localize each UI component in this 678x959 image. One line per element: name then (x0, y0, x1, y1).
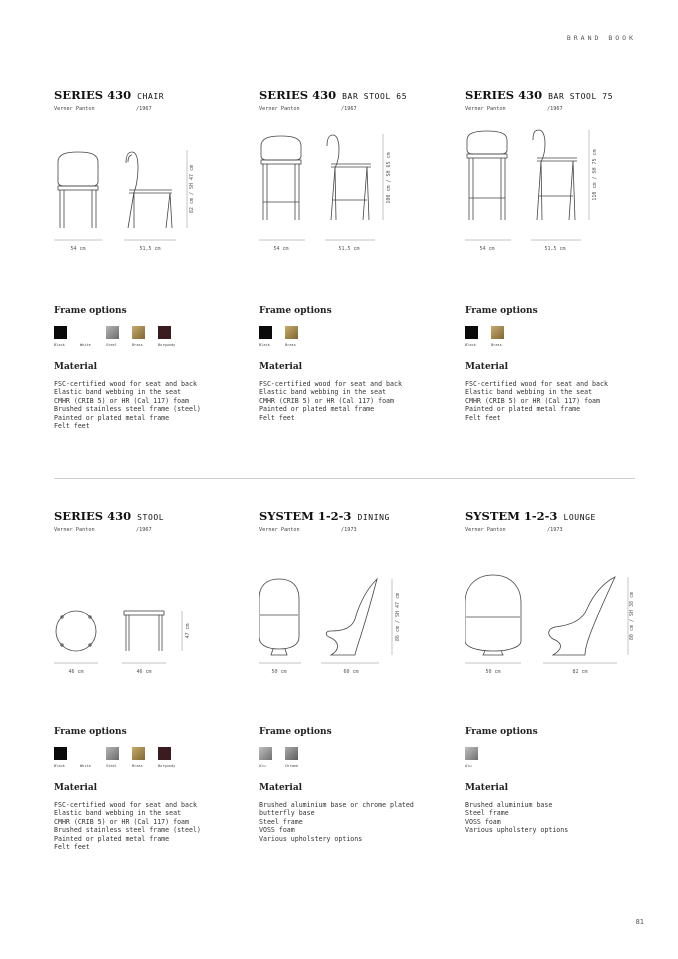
brand-book-header: BRAND BOOK (566, 34, 636, 42)
stool-top-view (56, 611, 96, 651)
product-title: SERIES 430 CHAIR (54, 88, 165, 102)
material-item: Felt feet (54, 422, 90, 431)
dimension-depth: 51,5 cm (338, 246, 360, 252)
swatch-alu[interactable]: Alu (259, 747, 274, 768)
swatch-brass[interactable]: Brass (132, 326, 147, 347)
swatch-brass[interactable]: Brass (132, 747, 147, 768)
dimension-height: 86 cm / SH 47 cm (395, 592, 401, 642)
swatch-chip (80, 326, 93, 339)
frame-swatches (54, 747, 176, 768)
product-meta: Verner Panton /1967 (54, 527, 152, 533)
swatch-black[interactable]: Black (259, 326, 274, 347)
material-item: Painted or plated metal frame (54, 413, 170, 422)
material-heading: Material (259, 362, 303, 372)
frame-swatches (259, 747, 300, 768)
frame-options-heading: Frame options (259, 727, 332, 737)
material-item: Painted or plated metal frame (465, 405, 581, 414)
swatch-steel[interactable]: Steel (106, 747, 121, 768)
swatch-chip (132, 747, 145, 760)
product-series-430-bar-stool-75 (465, 88, 655, 422)
material-list (259, 801, 414, 843)
material-item: CMHR (CRIB 5) or HR (Cal 117) foam (259, 396, 394, 405)
dimension-height: 47 cm (185, 623, 191, 639)
frame-options-heading: Frame options (465, 306, 538, 316)
product-meta: Verner Panton /1973 (259, 527, 357, 533)
swatch-chip (54, 326, 67, 339)
product-title: SERIES 430 BAR STOOL 65 (259, 88, 408, 102)
dimension-width: 54 cm (273, 246, 289, 252)
dimension-height: 100 cm / SH 65 cm (386, 152, 392, 204)
material-item: Brushed stainless steel frame (steel) (54, 405, 201, 414)
swatch-chip (259, 747, 272, 760)
swatch-burgundy[interactable]: Burgundy (158, 747, 173, 768)
dimension-depth: 46 cm (136, 669, 152, 675)
technical-drawing (259, 549, 449, 679)
frame-swatches (465, 326, 506, 347)
swatch-chip (259, 326, 272, 339)
swatch-chip (106, 326, 119, 339)
frame-swatches (54, 326, 176, 347)
swatch-black[interactable]: Black (54, 747, 69, 768)
swatch-chip (80, 747, 93, 760)
dimension-width: 46 cm (68, 669, 84, 675)
product-system-123-dining (259, 509, 449, 843)
swatch-chip (132, 326, 145, 339)
dimension-height: 82 cm / SH 47 cm (189, 164, 195, 214)
swatch-chrome[interactable]: Chrome (285, 747, 300, 768)
dimension-depth: 51,5 cm (139, 246, 161, 252)
material-item: Painted or plated metal frame (259, 405, 375, 414)
product-series-430-chair (54, 88, 244, 431)
dimension-height: 80 cm / SH 38 cm (629, 591, 635, 641)
dimension-depth: 60 cm (343, 669, 359, 675)
material-item: Various upholstery options (465, 826, 569, 835)
dimension-depth: 51,5 cm (544, 246, 566, 252)
frame-options-heading: Frame options (54, 727, 127, 737)
swatch-steel[interactable]: Steel (106, 326, 121, 347)
chair-side-view (126, 152, 172, 228)
swatch-chip (106, 747, 119, 760)
technical-drawing (54, 549, 244, 679)
product-meta: Verner Panton /1967 (259, 106, 357, 112)
technical-drawing (259, 128, 449, 258)
swatch-chip (491, 326, 504, 339)
swatch-alu[interactable]: Alu (465, 747, 480, 768)
material-item: VOSS foam (259, 826, 295, 835)
dimension-width: 50 cm (271, 669, 287, 675)
technical-drawing (465, 128, 655, 258)
bar-stool-front-view (261, 136, 301, 220)
swatch-chip (465, 747, 478, 760)
product-system-123-lounge (465, 509, 655, 835)
swatch-chip (285, 747, 298, 760)
frame-swatches (259, 326, 300, 347)
material-item: Elastic band webbing in the seat (259, 388, 387, 397)
swatch-black[interactable]: Black (465, 326, 480, 347)
material-item: Felt feet (259, 413, 295, 422)
product-title: SYSTEM 1-2-3 LOUNGE (465, 509, 596, 523)
material-item: CMHR (CRIB 5) or HR (Cal 117) foam (54, 396, 189, 405)
technical-drawing (465, 549, 655, 679)
swatch-brass[interactable]: Brass (491, 326, 506, 347)
material-item: CMHR (CRIB 5) or HR (Cal 117) foam (54, 817, 189, 826)
material-list (54, 380, 201, 430)
section-divider (54, 478, 635, 479)
material-item: Brushed aluminium base or chrome plated (259, 801, 414, 809)
material-heading: Material (259, 783, 303, 793)
material-heading: Material (465, 783, 509, 793)
product-series-430-bar-stool-65 (259, 88, 449, 422)
dimension-depth: 82 cm (572, 669, 588, 675)
material-item: Elastic band webbing in the seat (54, 388, 182, 397)
dining-chair-front-view (259, 579, 299, 655)
material-list (259, 380, 402, 422)
material-item: Painted or plated metal frame (54, 834, 170, 843)
material-item: Elastic band webbing in the seat (54, 809, 182, 818)
material-item: butterfly base (259, 809, 315, 818)
material-item: CMHR (CRIB 5) or HR (Cal 117) foam (465, 396, 600, 405)
lounge-chair-front-view (465, 575, 521, 655)
material-item: VOSS foam (465, 817, 501, 826)
dimension-width: 50 cm (485, 669, 501, 675)
swatch-chip (158, 326, 171, 339)
chair-front-view (58, 152, 98, 228)
dimension-width: 54 cm (70, 246, 86, 252)
material-item: FSC-certified wood for seat and back (259, 380, 402, 388)
material-item: Various upholstery options (259, 834, 363, 843)
material-item: Elastic band webbing in the seat (465, 388, 593, 397)
material-heading: Material (465, 362, 509, 372)
lounge-chair-side-view (549, 577, 615, 655)
material-item: Brushed aluminium base (465, 801, 553, 809)
dining-chair-side-view (326, 579, 377, 655)
swatch-white[interactable]: White (80, 326, 95, 347)
material-item: FSC-certified wood for seat and back (54, 801, 197, 809)
dimension-height: 110 cm / SH 75 cm (592, 149, 598, 201)
stool-side-view (124, 611, 164, 651)
dimension-width: 54 cm (479, 246, 495, 252)
material-list (465, 801, 568, 835)
product-title: SYSTEM 1-2-3 DINING (259, 509, 390, 523)
product-meta: Verner Panton /1973 (465, 527, 563, 533)
material-item: FSC-certified wood for seat and back (465, 380, 608, 388)
frame-options-heading: Frame options (259, 306, 332, 316)
product-meta: Verner Panton /1967 (54, 106, 152, 112)
bar-stool-front-view (467, 131, 507, 220)
product-series-430-stool (54, 509, 244, 852)
technical-drawing (54, 128, 244, 258)
material-heading: Material (54, 362, 98, 372)
frame-options-heading: Frame options (465, 727, 538, 737)
swatch-chip (465, 326, 478, 339)
swatch-chip (285, 326, 298, 339)
swatch-chip (54, 747, 67, 760)
material-heading: Material (54, 783, 98, 793)
product-meta: Verner Panton /1967 (465, 106, 563, 112)
material-item: FSC-certified wood for seat and back (54, 380, 197, 388)
material-list (465, 380, 608, 422)
material-list (54, 801, 201, 851)
swatch-black[interactable]: Black (54, 326, 69, 347)
swatch-burgundy[interactable]: Burgundy (158, 326, 173, 347)
bar-stool-side-view (533, 130, 577, 220)
swatch-white[interactable]: White (80, 747, 95, 768)
frame-options-heading: Frame options (54, 306, 127, 316)
bar-stool-side-view (327, 135, 371, 220)
material-item: Brushed stainless steel frame (steel) (54, 826, 201, 835)
material-item: Felt feet (54, 843, 90, 852)
product-title: SERIES 430 STOOL (54, 509, 165, 523)
frame-swatches (465, 747, 480, 768)
material-item: Felt feet (465, 413, 501, 422)
material-item: Steel frame (465, 809, 509, 818)
product-title: SERIES 430 BAR STOOL 75 (465, 88, 614, 102)
material-item: Steel frame (259, 817, 303, 826)
swatch-brass[interactable]: Brass (285, 326, 300, 347)
swatch-chip (158, 747, 171, 760)
page-number: 81 (635, 918, 644, 926)
